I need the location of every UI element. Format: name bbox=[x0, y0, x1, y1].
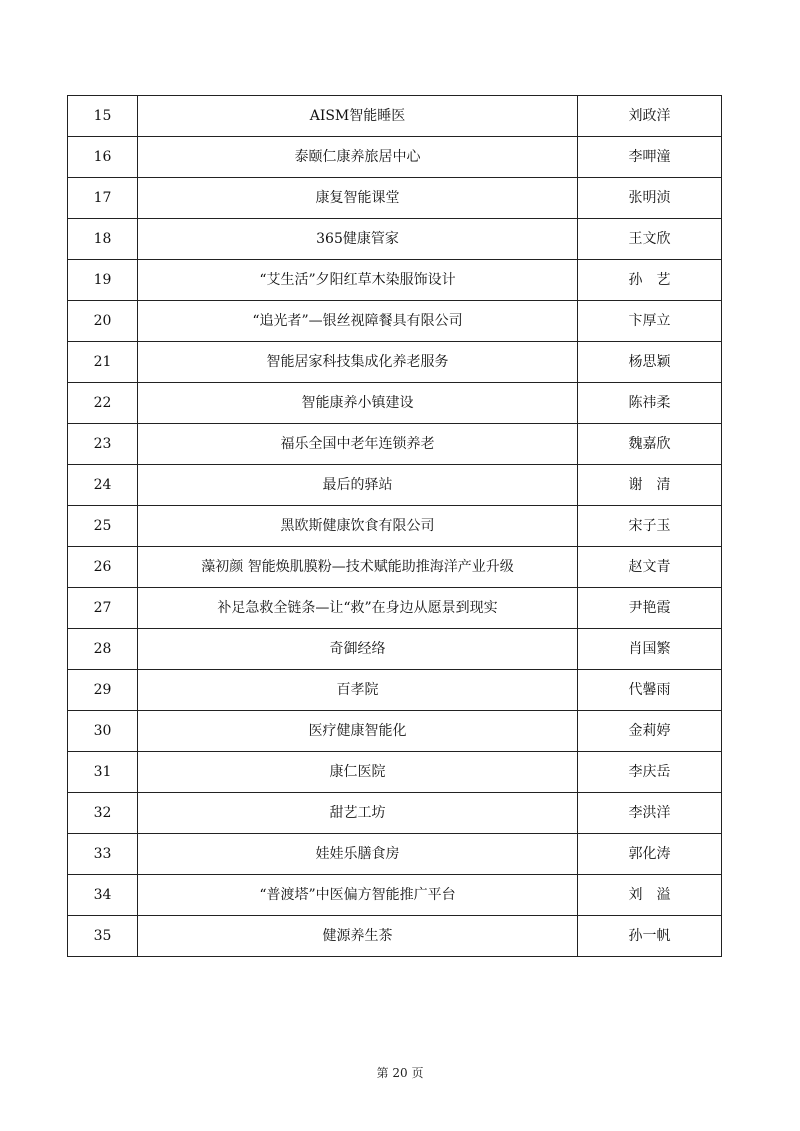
project-roster-table bbox=[67, 95, 722, 957]
row-number-cell: 32 bbox=[68, 793, 138, 834]
table-row bbox=[68, 752, 722, 793]
project-title-cell: 福乐全国中老年连锁养老 bbox=[138, 424, 578, 465]
table-row bbox=[68, 96, 722, 137]
project-title-cell: AISM智能睡医 bbox=[138, 96, 578, 137]
table-row bbox=[68, 916, 722, 957]
project-title-cell: 娃娃乐膳食房 bbox=[138, 834, 578, 875]
leader-name-cell: 尹艳霞 bbox=[578, 588, 722, 629]
leader-name-cell: 魏嘉欣 bbox=[578, 424, 722, 465]
table-row bbox=[68, 260, 722, 301]
leader-name-cell: 李呷潼 bbox=[578, 137, 722, 178]
leader-name-cell: 张明浈 bbox=[578, 178, 722, 219]
table-row bbox=[68, 383, 722, 424]
row-number-cell: 25 bbox=[68, 506, 138, 547]
row-number-cell: 15 bbox=[68, 96, 138, 137]
row-number-cell: 24 bbox=[68, 465, 138, 506]
project-title-cell: 365健康管家 bbox=[138, 219, 578, 260]
leader-name-cell: 李洪洋 bbox=[578, 793, 722, 834]
leader-name-cell: 杨思颖 bbox=[578, 342, 722, 383]
project-title-cell: 健源养生茶 bbox=[138, 916, 578, 957]
row-number-cell: 30 bbox=[68, 711, 138, 752]
row-number-cell: 23 bbox=[68, 424, 138, 465]
leader-name-cell: 刘 溢 bbox=[578, 875, 722, 916]
project-title-cell: “追光者”—银丝视障餐具有限公司 bbox=[138, 301, 578, 342]
project-title-cell: 智能居家科技集成化养老服务 bbox=[138, 342, 578, 383]
project-title-cell: “普渡塔”中医偏方智能推广平台 bbox=[138, 875, 578, 916]
leader-name-cell: 王文欣 bbox=[578, 219, 722, 260]
leader-name-cell: 陈祎柔 bbox=[578, 383, 722, 424]
table-row bbox=[68, 547, 722, 588]
table-row bbox=[68, 793, 722, 834]
roster-table-body bbox=[68, 96, 722, 957]
row-number-cell: 31 bbox=[68, 752, 138, 793]
project-title-cell: 泰颐仁康养旅居中心 bbox=[138, 137, 578, 178]
project-title-cell: 甜艺工坊 bbox=[138, 793, 578, 834]
row-number-cell: 35 bbox=[68, 916, 138, 957]
table-row bbox=[68, 219, 722, 260]
project-title-cell: 黑欧斯健康饮食有限公司 bbox=[138, 506, 578, 547]
project-title-cell: 医疗健康智能化 bbox=[138, 711, 578, 752]
row-number-cell: 22 bbox=[68, 383, 138, 424]
leader-name-cell: 宋子玉 bbox=[578, 506, 722, 547]
leader-name-cell: 肖国繁 bbox=[578, 629, 722, 670]
row-number-cell: 21 bbox=[68, 342, 138, 383]
row-number-cell: 17 bbox=[68, 178, 138, 219]
table-row bbox=[68, 834, 722, 875]
project-title-cell: 智能康养小镇建设 bbox=[138, 383, 578, 424]
table-row bbox=[68, 875, 722, 916]
row-number-cell: 28 bbox=[68, 629, 138, 670]
leader-name-cell: 李庆岳 bbox=[578, 752, 722, 793]
row-number-cell: 18 bbox=[68, 219, 138, 260]
table-row bbox=[68, 588, 722, 629]
leader-name-cell: 郭化涛 bbox=[578, 834, 722, 875]
leader-name-cell: 刘政洋 bbox=[578, 96, 722, 137]
leader-name-cell: 谢 清 bbox=[578, 465, 722, 506]
table-row bbox=[68, 506, 722, 547]
table-row bbox=[68, 342, 722, 383]
leader-name-cell: 卞厚立 bbox=[578, 301, 722, 342]
row-number-cell: 33 bbox=[68, 834, 138, 875]
leader-name-cell: 金莉婷 bbox=[578, 711, 722, 752]
project-title-cell: “艾生活”夕阳红草木染服饰设计 bbox=[138, 260, 578, 301]
project-title-cell: 补足急救全链条—让“救”在身边从愿景到现实 bbox=[138, 588, 578, 629]
row-number-cell: 26 bbox=[68, 547, 138, 588]
leader-name-cell: 代馨雨 bbox=[578, 670, 722, 711]
row-number-cell: 34 bbox=[68, 875, 138, 916]
project-title-cell: 康复智能课堂 bbox=[138, 178, 578, 219]
row-number-cell: 27 bbox=[68, 588, 138, 629]
table-row bbox=[68, 178, 722, 219]
row-number-cell: 29 bbox=[68, 670, 138, 711]
row-number-cell: 20 bbox=[68, 301, 138, 342]
project-title-cell: 最后的驿站 bbox=[138, 465, 578, 506]
leader-name-cell: 孙 艺 bbox=[578, 260, 722, 301]
table-row bbox=[68, 711, 722, 752]
project-title-cell: 康仁医院 bbox=[138, 752, 578, 793]
table-row bbox=[68, 301, 722, 342]
leader-name-cell: 赵文青 bbox=[578, 547, 722, 588]
project-title-cell: 奇御经络 bbox=[138, 629, 578, 670]
table-row bbox=[68, 670, 722, 711]
table-row bbox=[68, 465, 722, 506]
row-number-cell: 16 bbox=[68, 137, 138, 178]
table-row bbox=[68, 629, 722, 670]
project-title-cell: 百孝院 bbox=[138, 670, 578, 711]
page-number-footer: 第 20 页 bbox=[376, 1066, 424, 1080]
project-title-cell: 藻初颜 智能焕肌膜粉—技术赋能助推海洋产业升级 bbox=[138, 547, 578, 588]
table-row bbox=[68, 137, 722, 178]
table-row bbox=[68, 424, 722, 465]
row-number-cell: 19 bbox=[68, 260, 138, 301]
leader-name-cell: 孙一帆 bbox=[578, 916, 722, 957]
